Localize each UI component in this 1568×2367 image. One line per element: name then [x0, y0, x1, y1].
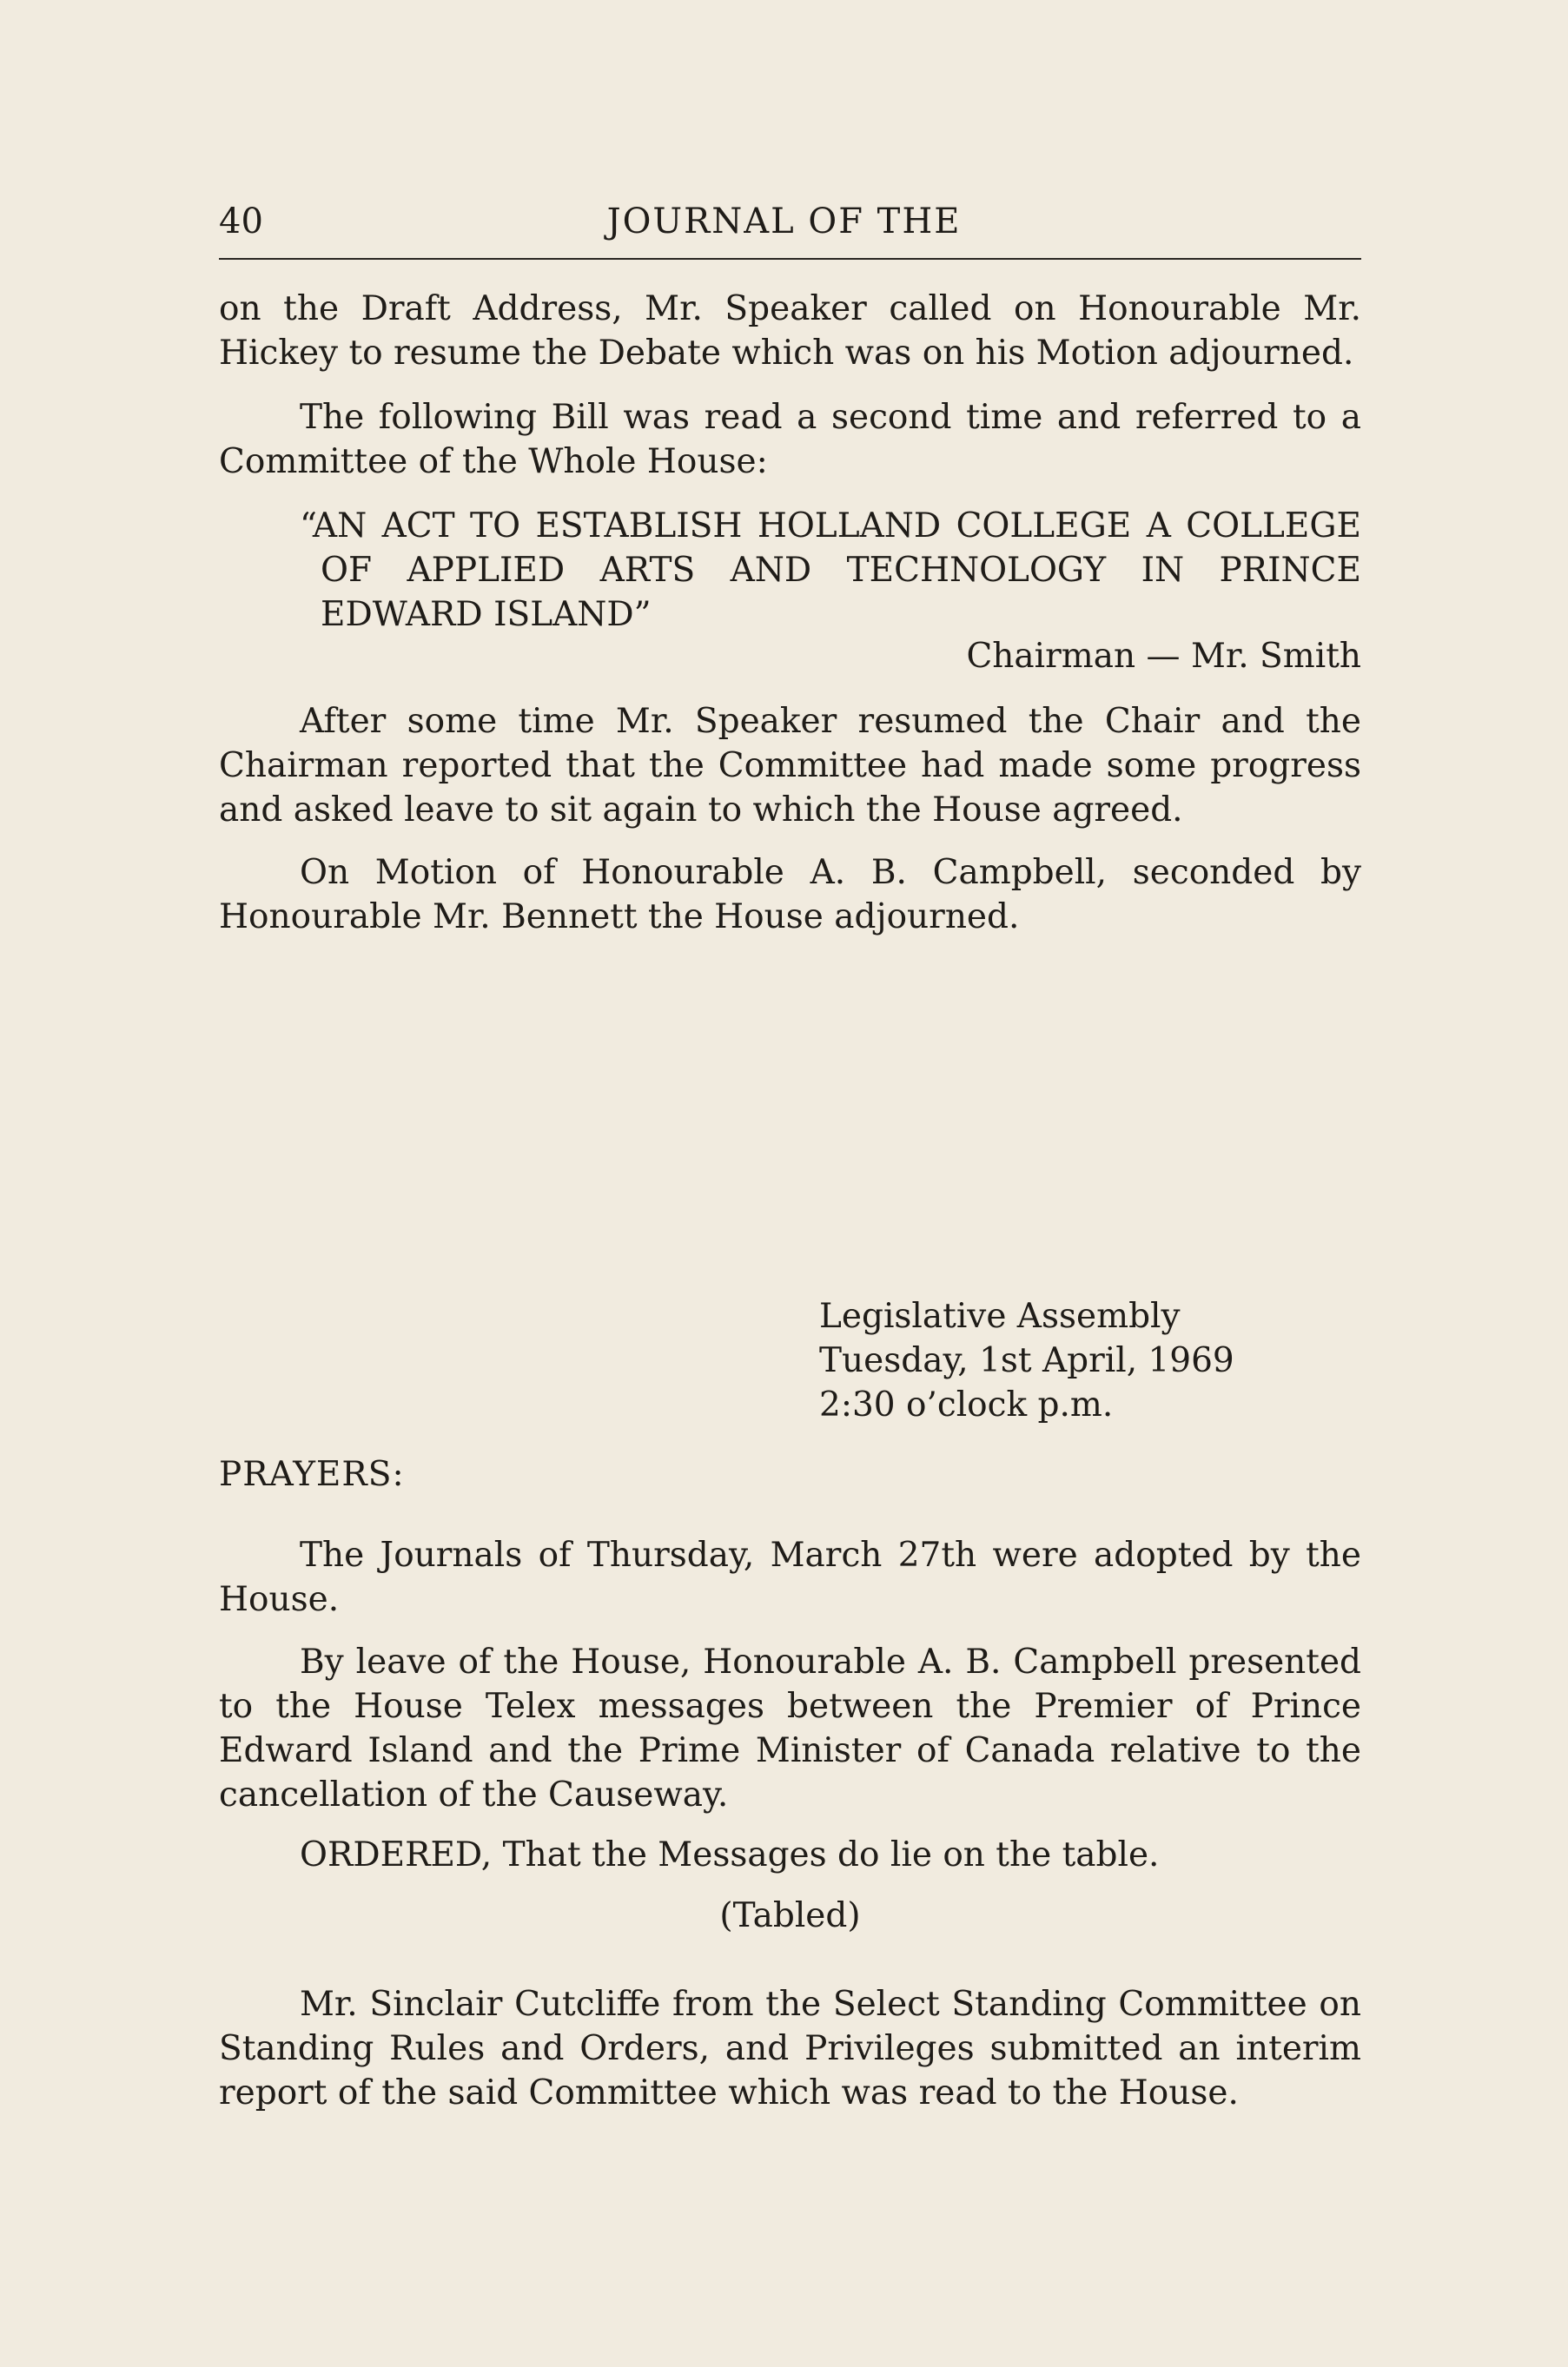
- ordered-statement: ORDERED, That the Messages do lie on the table.: [300, 1835, 1160, 1874]
- paragraph-bill-second-reading: The following Bill was read a second time and referred to a Committee of the Whole House:: [219, 398, 1361, 481]
- page-number: 40: [219, 202, 263, 241]
- prayers-heading: PRAYERS:: [219, 1455, 405, 1494]
- paragraph-adjournment: On Motion of Honourable A. B. Campbell, seconded by Honourable Mr. Bennett the House adjourned.: [219, 853, 1361, 936]
- sitting-date: Tuesday, 1st April, 1969: [819, 1341, 1234, 1380]
- paragraph-committee-report: After some time Mr. Speaker resumed the Chair and the Chairman reported that the Committee had made some progress and asked leave to sit again to which the House agreed.: [219, 702, 1361, 830]
- running-header-title: JOURNAL OF THE: [606, 202, 962, 241]
- paragraph-draft-address: on the Draft Address, Mr. Speaker called on Honourable Mr. Hickey to resume the Debate which was on his Motion adjourned.: [219, 289, 1361, 373]
- paragraph-journals-adopted: The Journals of Thursday, March 27th were adopted by the House.: [219, 1536, 1361, 1619]
- sitting-place: Legislative Assembly: [819, 1297, 1181, 1336]
- paragraph-interim-report: Mr. Sinclair Cutcliffe from the Select Standing Committee on Standing Rules and Orders, and Privileges submitted an interim report of the said Committee which was read to the House.: [219, 1985, 1361, 2112]
- sitting-time: 2:30 o’clock p.m.: [819, 1385, 1114, 1425]
- header-rule: [219, 258, 1361, 260]
- paragraph-telex-messages: By leave of the House, Honourable A. B. Campbell presented to the House Telex messages between the Premier of Prince Edward Island and the Prime Minister of Canada relative to the cancellation of the Causeway.: [219, 1643, 1361, 1815]
- tabled-note: (Tabled): [719, 1896, 861, 1935]
- bill-title: “AN ACT TO ESTABLISH HOLLAND COLLEGE A COLLEGE OF APPLIED ARTS AND TECHNOLOGY IN PRINCE EDWARD ISLAND”: [300, 506, 1361, 634]
- committee-chairman: Chairman — Mr. Smith: [966, 637, 1361, 676]
